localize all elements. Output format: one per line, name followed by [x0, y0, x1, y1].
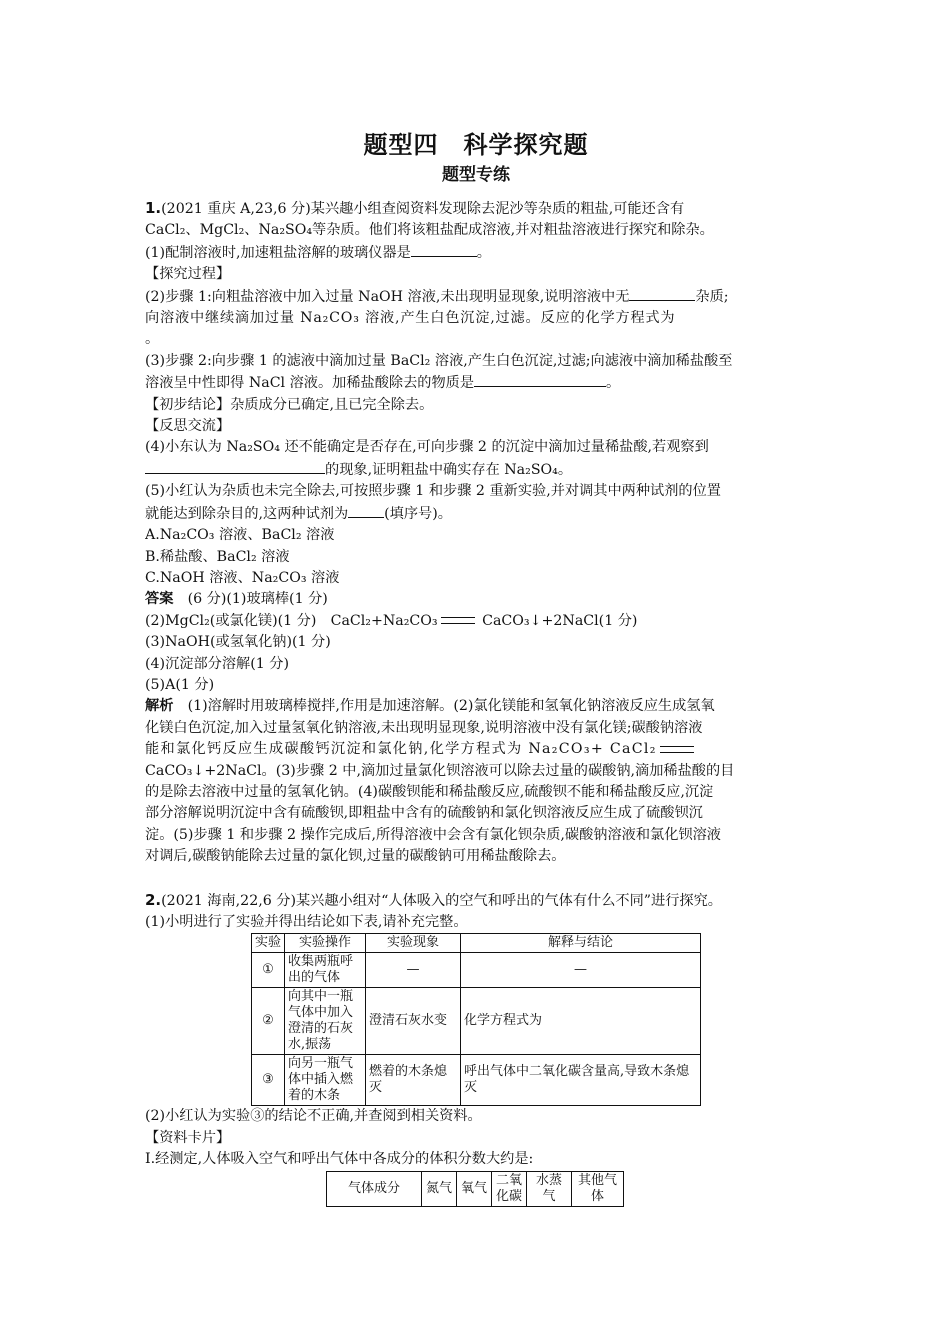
q2-line-1	[145, 890, 807, 912]
q1-part-3b	[145, 372, 807, 394]
table-header: 氮气	[422, 1171, 457, 1206]
table-cell: 化学方程式为	[461, 988, 701, 1055]
table-row	[252, 1055, 701, 1106]
q1-part-2b-text: 杂质;	[695, 288, 729, 305]
table-header: 其他气体	[572, 1171, 624, 1206]
answer-blank[interactable]	[348, 503, 384, 518]
table-cell: —	[461, 953, 701, 988]
table-header: 水蒸气	[527, 1171, 572, 1206]
answer-label: 答案	[145, 591, 174, 608]
table-cell: ③	[252, 1055, 285, 1106]
table-header: 解释与结论	[461, 934, 701, 953]
q1-part-3b-text: 溶液呈中性即得 NaCl 溶液。加稀盐酸除去的物质是	[145, 375, 475, 392]
table-cell: ②	[252, 988, 285, 1055]
table-cell: 呼出气体中二氧化碳含量高,导致木条熄灭	[461, 1055, 701, 1106]
q2-stem-4: Ⅰ.经测定,人体吸入空气和呼出气体中各成分的体积分数大约是:	[145, 1151, 534, 1168]
table-row	[252, 988, 701, 1055]
table-header-row	[327, 1171, 624, 1206]
experiment-table	[251, 933, 701, 1106]
table-cell: 澄清石灰水变	[366, 988, 461, 1055]
table-header: 二氧化碳	[492, 1171, 527, 1206]
q1-part-3a: (3)步骤 2:向步骤 1 的滤液中滴加过量 BaCl₂ 溶液,产生白色沉淀,过滤;向滤液中滴加稀盐酸至	[145, 352, 733, 369]
q1-answer-2	[145, 611, 807, 632]
table-header: 实验操作	[285, 934, 366, 953]
q1-option-b: B.稀盐酸、BaCl₂ 溶液	[145, 548, 290, 565]
q1-explanation-3-text: 能和氯化钙反应生成碳酸钙沉淀和氯化钠,化学方程式为 Na₂CO₃+ CaCl₂	[145, 741, 657, 758]
q1-explanation-1	[145, 696, 807, 717]
q1-part-4b	[145, 459, 807, 481]
q1-answer-2b-text: CaCO₃↓+2NaCl(1 分)	[477, 612, 638, 629]
table-header: 氧气	[457, 1171, 492, 1206]
q1-part-5b-text: 就能达到除杂目的,这两种试剂为	[145, 505, 349, 522]
q1-heading-reflection: 【反思交流】	[145, 418, 231, 435]
answer-blank[interactable]	[145, 459, 325, 474]
q1-part-4b-text: 的现象,证明粗盐中确实存在 Na₂SO₄。	[325, 461, 573, 478]
equals-sign	[660, 746, 694, 753]
answer-blank[interactable]	[411, 242, 477, 257]
q1-explanation-7: 淀。(5)步骤 1 和步骤 2 操作完成后,所得溶液中会含有氯化钡杂质,碳酸钠溶液和氯化钡溶液	[145, 826, 721, 843]
table-cell: —	[366, 953, 461, 988]
answer-blank[interactable]	[629, 286, 695, 301]
explanation-label: 解析	[145, 698, 174, 715]
q1-number: 1.	[145, 199, 162, 217]
q1-part-5b	[145, 503, 807, 525]
q1-line-1	[145, 198, 807, 220]
q2-number: 2.	[145, 890, 162, 909]
page-title: 题型四 科学探究题	[363, 131, 589, 159]
q2-stem-3: (2)小红认为实验③的结论不正确,并查阅到相关资料。	[145, 1108, 482, 1125]
q1-part-3c-text: 。	[606, 375, 621, 392]
q1-answer-3: (3)NaOH(或氢氧化钠)(1 分)	[145, 634, 331, 651]
q1-part-5c-text: (填序号)。	[384, 505, 452, 522]
q1-answer-4: (4)沉淀部分溶解(1 分)	[145, 655, 290, 672]
q1-heading-process: 【探究过程】	[145, 266, 231, 283]
q1-part-2d: 。	[145, 331, 160, 348]
q1-part-2a	[145, 286, 807, 308]
page	[145, 128, 807, 1207]
q1-heading-conclusion: 【初步结论】杂质成分已确定,且已完全除去。	[145, 396, 434, 413]
q1-explanation-2: 化镁白色沉淀,加入过量氢氧化钠溶液,未出现明显现象,说明溶液中没有氯化镁;碳酸钠溶液	[145, 719, 703, 736]
table-cell: 收集两瓶呼出的气体	[285, 953, 366, 988]
q1-answer-1	[145, 589, 807, 610]
gas-composition-table	[326, 1171, 624, 1207]
table-cell: 向另一瓶气体中插入燃着的木条	[285, 1055, 366, 1106]
table-header: 实验现象	[366, 934, 461, 953]
q1-part-2c: 向溶液中继续滴加过量 Na₂CO₃ 溶液,产生白色沉淀,过滤。反应的化学方程式为	[145, 310, 676, 327]
q1-part-1	[145, 242, 807, 264]
table-header: 气体成分	[327, 1171, 422, 1206]
q1-answer-5: (5)A(1 分)	[145, 676, 215, 693]
table-cell: ①	[252, 953, 285, 988]
q1-answer-1-text: (6 分)(1)玻璃棒(1 分)	[173, 591, 328, 608]
q1-stem-1: (2021 重庆 A,23,6 分)某兴趣小组查阅资料发现除去泥沙等杂质的粗盐,可能还含有	[161, 201, 685, 217]
q1-part-1-end: 。	[476, 244, 491, 261]
q1-answer-2a-text: (2)MgCl₂(或氯化镁)(1 分) CaCl₂+Na₂CO₃	[145, 612, 438, 629]
q2-stem-2: (1)小明进行了实验并得出结论如下表,请补充完整。	[145, 914, 468, 930]
q1-explanation-4: CaCO₃↓+2NaCl。(3)步骤 2 中,滴加过量氯化钡溶液可以除去过量的碳酸钠,滴加稀盐酸的目	[145, 762, 735, 779]
q1-part-1-text: (1)配制溶液时,加速粗盐溶解的玻璃仪器是	[145, 244, 411, 261]
q1-explanation-5: 的是除去溶液中过量的氢氧化钠。(4)碳酸钡能和稀盐酸反应,硫酸钡不能和稀盐酸反应,沉淀	[145, 783, 714, 800]
q1-option-c: C.NaOH 溶液、Na₂CO₃ 溶液	[145, 569, 340, 586]
q1-explanation-1-text: (1)溶解时用玻璃棒搅拌,作用是加速溶解。(2)氯化镁能和氢氧化钠溶液反应生成氢氧	[173, 698, 715, 715]
q1-part-4a: (4)小东认为 Na₂SO₄ 还不能确定是否存在,可向步骤 2 的沉淀中滴加过量稀盐酸,若观察到	[145, 439, 709, 456]
q1-part-2a-text: (2)步骤 1:向粗盐溶液中加入过量 NaOH 溶液,未出现明显现象,说明溶液中无	[145, 288, 630, 305]
table-row	[252, 953, 701, 988]
table-cell: 向其中一瓶气体中加入澄清的石灰水,振荡	[285, 988, 366, 1055]
q2-heading-card: 【资料卡片】	[145, 1129, 231, 1146]
q1-stem-2: CaCl₂、MgCl₂、Na₂SO₄等杂质。他们将该粗盐配成溶液,并对粗盐溶液进行探究和除杂。	[145, 222, 714, 239]
page-subtitle: 题型专练	[442, 165, 510, 185]
q1-part-5a: (5)小红认为杂质也未完全除去,可按照步骤 1 和步骤 2 重新实验,并对调其中两种试剂的位置	[145, 483, 721, 500]
table-header-row	[252, 934, 701, 953]
answer-blank[interactable]	[474, 372, 606, 387]
q1-option-a: A.Na₂CO₃ 溶液、BaCl₂ 溶液	[145, 527, 335, 544]
q1-explanation-3	[145, 739, 807, 760]
q1-explanation-6: 部分溶解说明沉淀中含有硫酸钡,即粗盐中含有的硫酸钠和氯化钡溶液反应生成了硫酸钡沉	[145, 805, 703, 822]
table-header: 实验	[252, 934, 285, 953]
q2-stem-1: (2021 海南,22,6 分)某兴趣小组对“人体吸入的空气和呼出的气体有什么不同”进行探究。	[161, 892, 722, 909]
table-cell: 燃着的木条熄灭	[366, 1055, 461, 1106]
equals-sign	[441, 617, 475, 624]
q1-explanation-8: 对调后,碳酸钠能除去过量的氯化钡,过量的碳酸钠可用稀盐酸除去。	[145, 848, 566, 865]
